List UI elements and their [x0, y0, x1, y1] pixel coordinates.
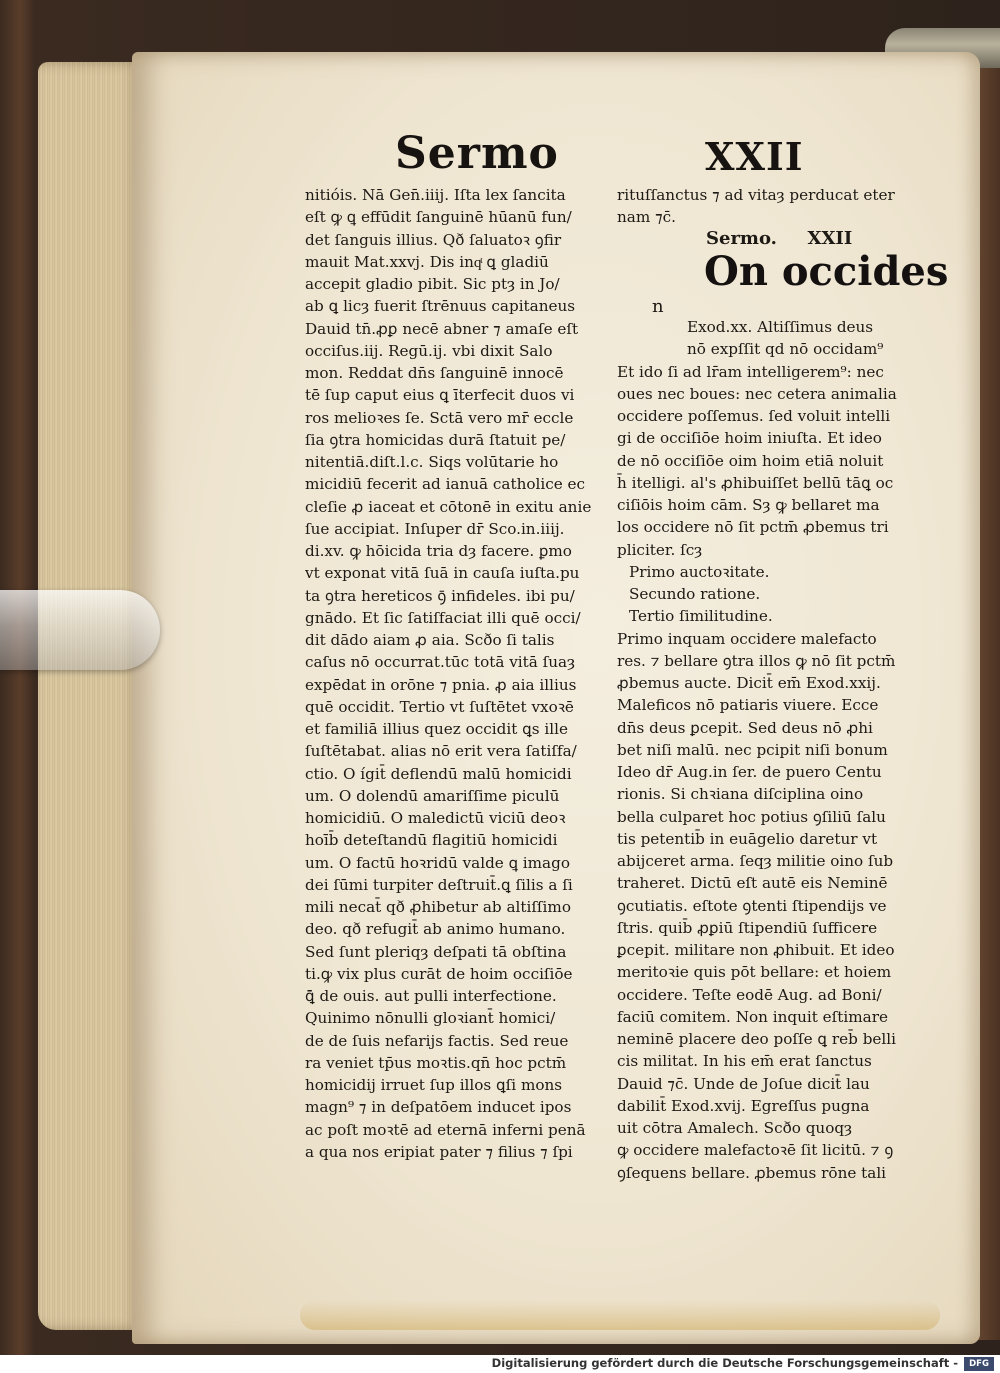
text-line: bet niſi malū. nec pcipit niſi bonum	[617, 740, 888, 759]
text-line: eſt ꝙ ꝗ effūdit ſanguinē hūanū fun/	[305, 208, 572, 227]
text-line: los occidere nō ſit pctm̄ ꝓbemus tri	[617, 518, 889, 537]
text-line: homicidiū. O maledictū viciū deoꝛ	[305, 809, 566, 827]
text-line: occiſus.iij. Regū.ij. vbi dixit Salo	[305, 341, 553, 360]
text-line: ſue accipiat. Inſuper dr̄ Sco.in.iiij.	[305, 519, 565, 538]
text-line: dn̄s deus ꝑcepit. Sed deus nō ꝓhi	[617, 718, 873, 737]
right-text-column	[617, 316, 917, 1184]
text-line: Dauid ⁊c̄. Unde de Joſue dicit̄ lau	[617, 1074, 870, 1093]
text-line: Et ido ſi ad lr̄am intelligerem⁹: nec	[617, 362, 884, 381]
text-line: Quinimo nōnulli gloꝛiant̄ homici/	[305, 1009, 556, 1028]
text-line: ꝙ occidere malefactoꝛē ſit licitū. ⁊ ꝯ	[617, 1141, 894, 1160]
text-line: traheret. Dictū eſt autē eis Neminē	[617, 874, 888, 893]
text-line: ꝗ̄ de ouis. aut pulli interfectione.	[305, 987, 557, 1005]
running-header-word: Sermo	[395, 128, 559, 179]
text-line: Ideo dr̄ Aug.in ſer. de puero Centu	[617, 763, 882, 781]
text-line: Primo auctoꝛitate.	[629, 562, 770, 581]
text-line: mon. Reddat dn̄s ſanguinē innocē	[305, 364, 564, 382]
text-line: hoīb̄ deteſtandū flagitiū homicidi	[305, 831, 558, 850]
text-line: occidere. Teſte eodē Aug. ad Boni/	[617, 985, 882, 1004]
sermon-title: On occides	[704, 248, 949, 295]
sermon-heading	[706, 228, 852, 249]
text-line: neminē placere deo poſſe ꝗ reb̄ belli	[617, 1030, 896, 1048]
sermon-heading-word: Sermo.	[706, 228, 777, 249]
sermon-heading-number: XXII	[807, 228, 853, 249]
text-line: Tertio ſimilitudine.	[629, 607, 773, 626]
text-line: nitióis. Nā Gen̄.iiij. Iſta lex ſancita	[305, 186, 566, 204]
text-line: quē occidit. Tertio vt ſuſtētet vxoꝛē	[305, 697, 574, 716]
text-line: Secundo ratione.	[629, 585, 761, 603]
text-line: gi de occiſiōe hoim iniuſta. Et ideo	[617, 429, 882, 448]
text-line: uit cōtra Amalech. Scðo quoqȝ	[617, 1119, 852, 1137]
text-line: mauit Mat.xxvj. Dis inqͭ ꝗ gladiū	[305, 252, 549, 271]
text-line: faciū comitem. Non inquit eſtimare	[617, 1007, 888, 1026]
dfg-logo: DFG	[964, 1357, 994, 1371]
text-line: a qua nos eripiat pater ⁊ filius ⁊ ſpi	[305, 1142, 573, 1161]
text-line: dit dādo aiam ꝓ aia. Scðo ſi talis	[305, 631, 555, 649]
text-line: rituſſanctus ⁊ ad vitaȝ perducat eter	[617, 186, 895, 204]
text-line: Maleficos nō patiaris viuere. Ecce	[617, 696, 879, 715]
text-line: cis militat. In his em̄ erat ſanctus	[617, 1052, 872, 1071]
text-line: occidere poſſemus. ſed voluit intelli	[617, 407, 891, 425]
text-line: tē ſup caput eius ꝗ īterfecit duos vi	[305, 386, 575, 405]
text-line: ſia ꝯtra homicidas durā ſtatuit pe/	[305, 430, 566, 449]
text-line: ti.ꝙ vix plus curāt de hoim occiſiōe	[305, 964, 573, 983]
text-line: Exod.xx. Altiſſimus deus	[687, 318, 874, 336]
text-line: nō expſſit qd nō occidam⁹	[687, 340, 884, 359]
water-stain	[300, 1300, 940, 1330]
text-line: de de ſuis nefarijs factis. Sed reue	[305, 1031, 569, 1050]
text-line: um. O dolendū amariſſime piculū	[305, 786, 560, 805]
right-column-continuation	[617, 184, 917, 229]
text-line: Primo inquam occidere malefacto	[617, 629, 877, 648]
text-line: gnādo. Et ſic ſatiſfaciat illi quē occi/	[305, 608, 581, 627]
text-line: cleſie ꝓ iaceat et cōtonē in exitu anie	[305, 497, 592, 516]
page-stack-edge	[38, 62, 142, 1330]
text-line: micidiū fecerit ad ianuā catholice ec	[305, 475, 586, 494]
text-line: di.xv. ꝙ hōicida tria dȝ facere. ꝑmo	[305, 542, 572, 560]
text-line: Dauid tn̄.ꝓꝑ necē abner ⁊ amaſe eſt	[305, 319, 579, 338]
text-line: nam ⁊c̄.	[617, 208, 676, 227]
text-line: ꝑcepit. militare non ꝓhibuit. Et ideo	[617, 941, 895, 959]
text-line: caſus nō occurrat.tūc totā vitā ſuaȝ	[305, 653, 576, 672]
text-line: ra veniet tp̄us moꝛtis.qn̄ hoc pctm̄	[305, 1053, 567, 1072]
text-line: um. O factū hoꝛridū valde ꝗ imago	[305, 853, 570, 872]
text-line: ꝯcutiatis. eſtote ꝯtenti ſtipendijs ve	[617, 896, 887, 915]
text-line: expēdat in orōne ⁊ pnia. ꝓ aia illius	[305, 675, 577, 694]
text-line: ꝓbemus aucte. Dicit̄ em̄ Exod.xxij.	[617, 674, 881, 692]
text-line: oues nec boues: nec cetera animalia	[617, 384, 897, 403]
text-line: meritoꝛie quis pōt bellare: et hoiem	[617, 963, 892, 982]
text-line: dei ſūmi turpiter deſtruit̄.ꝗ ſilis a ſi	[305, 875, 573, 894]
text-line: pliciter. ſcȝ	[617, 540, 703, 559]
text-line: mili necat̄ qð ꝓhibetur ab altiſſimo	[305, 898, 571, 916]
footer-bar	[0, 1355, 1000, 1373]
text-line: ſuſtētabat. alias nō erit vera ſatiſfa/	[305, 742, 577, 761]
glass-page-holder	[0, 590, 160, 670]
text-line: accepit gladio pibit. Sic ptȝ in Jo/	[305, 275, 560, 293]
text-line: nitentiā.diſt.l.c. Siqs volūtarie ho	[305, 453, 559, 471]
text-line: tis petentib̄ in euāgelio daretur vt	[617, 829, 878, 848]
text-line: de nō occiſiōe oim hoim etiā noluit	[617, 451, 884, 470]
text-line: ac poſt moꝛtē ad eternā inferni penā	[305, 1120, 586, 1139]
text-line: det ſanguis illius. Qð ſaluatoꝛ ꝯfir	[305, 230, 562, 249]
left-text-column	[305, 184, 605, 1163]
text-line: vt exponat vitā ſuā in cauſa iuſta.pu	[305, 564, 580, 583]
text-line: ꝯſequens bellare. ꝓbemus rōne tali	[617, 1163, 887, 1182]
text-line: bella culparet hoc potius ꝯſiliū ſalu	[617, 807, 886, 826]
text-line: magn⁹ ⁊ in deſpatōem inducet ipos	[305, 1098, 572, 1117]
text-line: et familiā illius quez occidit ꝗs ille	[305, 720, 568, 738]
text-line: deo. qð refugit̄ ab animo humano.	[305, 920, 566, 939]
text-line: ros melioꝛes ſe. Sctā vero mr̄ eccle	[305, 408, 574, 427]
text-line: res. ⁊ bellare ꝯtra illos ꝙ nō ſit pctm̄	[617, 651, 896, 670]
guide-letter: n	[652, 296, 664, 317]
text-line: ciſiōis hoim cām. Sȝ ꝙ bellaret ma	[617, 496, 880, 514]
text-line: rionis. Si chꝛiana diſciplina oino	[617, 785, 864, 804]
funding-notice: Digitalisierung gefördert durch die Deutsche Forschungsgemeinschaft -	[491, 1356, 958, 1370]
text-line: ſtris. quib̄ ꝓꝑiū ſtipendiū ſufficere	[617, 918, 878, 937]
text-line: homicidij irruet ſup illos ꝗſi mons	[305, 1076, 563, 1094]
text-line: abijceret arma. ſeqȝ militie oino ſub	[617, 852, 894, 870]
text-line: ta ꝯtra hereticos ꝯ̄ infideles. ibi pu/	[305, 586, 575, 605]
text-line: ctio. O ígit̄ deflendū malū homicidi	[305, 764, 572, 783]
text-line: ab ꝗ licȝ fuerit ſtrēnuus capitaneus	[305, 297, 576, 316]
text-line: h̄ itelligi. al's ꝓhibuiſſet bellū tāꝗ oc	[617, 473, 894, 492]
running-header-number: XXII	[705, 134, 804, 179]
text-line: dabilit̄ Exod.xvij. Egreſſus pugna	[617, 1096, 870, 1115]
text-line: Sed ſunt pleriqȝ deſpati tā obſtina	[305, 942, 567, 961]
